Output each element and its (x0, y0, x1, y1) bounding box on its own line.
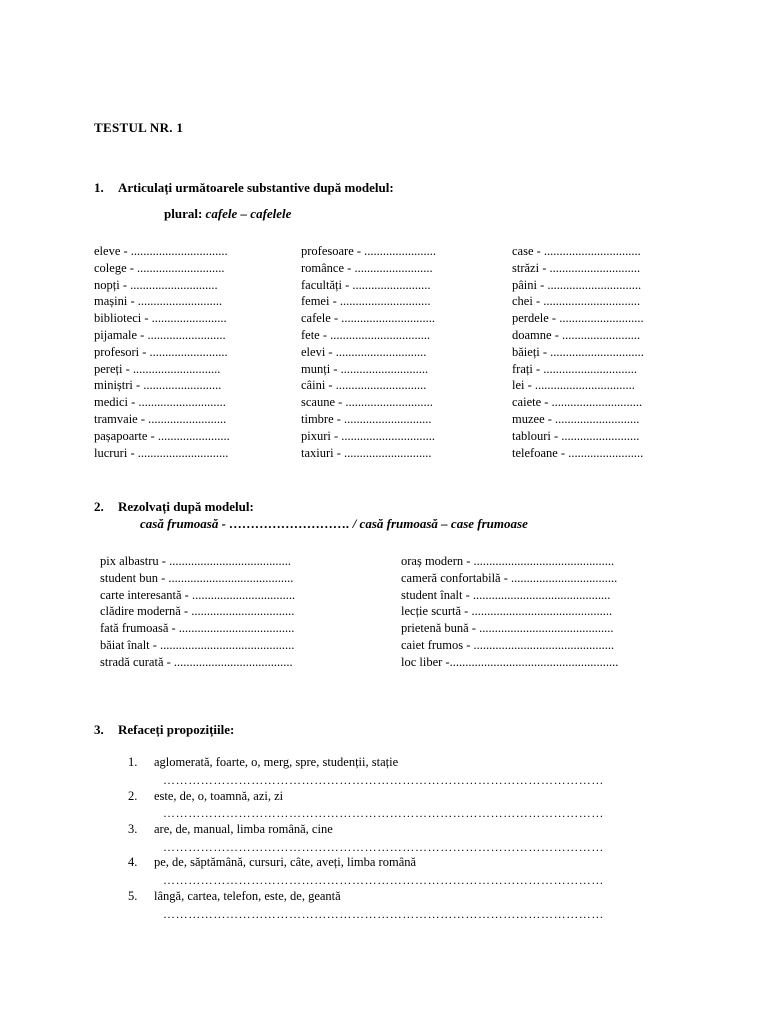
list-item: fete - ................................ (301, 327, 431, 342)
list-item: pâini - .............................. (512, 277, 642, 292)
list-item: case - ............................... (512, 244, 641, 258)
list-item: femei - ............................. (301, 294, 431, 309)
sentence-number: 3. (128, 822, 138, 836)
list-item: colege - ............................ (94, 260, 225, 275)
section2-column-left (100, 553, 295, 671)
list-item: lei - ................................ (512, 378, 635, 393)
answer-line[interactable]: …………………………………………………………………………………………… (163, 907, 604, 921)
sentence-item-3 (128, 822, 333, 837)
sentence-words: pe, de, săptămână, cursuri, câte, aveți, limba română (154, 855, 417, 869)
list-item: loc liber -...................................................... (401, 654, 619, 669)
list-item: lecție scurtă - ............................................. (401, 604, 613, 619)
sentence-item-5 (128, 889, 341, 904)
sentence-item-4 (128, 855, 416, 870)
section2-number: 2. (94, 499, 104, 514)
list-item: fată frumoasă - ..................................... (100, 621, 295, 636)
sentence-number: 1. (128, 755, 138, 769)
list-item: stradă curată - ...................................... (100, 654, 293, 669)
section1-model-example: cafele – cafelele (205, 206, 292, 221)
section3-heading-text: Refaceți propozițiile: (118, 722, 235, 737)
sentence-words: aglomerată, foarte, o, merg, spre, studenții, stație (154, 755, 399, 769)
list-item: caiete - ............................. (512, 395, 643, 410)
list-item: student bun - ........................................ (100, 570, 294, 585)
list-item: medici - ............................ (94, 395, 226, 410)
list-item: student înalt - ............................................ (401, 587, 611, 602)
list-item: miniștri - ......................... (94, 378, 222, 393)
list-item: lucruri - ............................. (94, 445, 229, 460)
sentence-number: 2. (128, 789, 138, 803)
section2-heading-text: Rezolvați după modelul: (118, 499, 254, 514)
list-item: profesoare - ....................... (301, 244, 437, 258)
list-item: băieți - .............................. (512, 344, 644, 359)
section1-column-2 (301, 243, 436, 461)
sentence-words: este, de, o, toamnă, azi, zi (154, 789, 284, 803)
section3-heading (94, 722, 234, 738)
list-item: profesori - ......................... (94, 344, 228, 359)
list-item: biblioteci - ........................ (94, 311, 227, 326)
list-item: nopți - ............................ (94, 277, 218, 292)
list-item: elevi - ............................. (301, 344, 427, 359)
section1-column-1 (94, 243, 230, 461)
list-item: străzi - ............................. (512, 260, 641, 275)
sentence-words: are, de, manual, limba română, cine (154, 822, 333, 836)
section1-model-prefix: plural: (164, 206, 203, 221)
list-item: timbre - ............................ (301, 411, 432, 426)
sentence-item-1 (128, 755, 398, 770)
sentence-words: lângă, cartea, telefon, este, de, geantă (154, 889, 341, 903)
list-item: muzee - ........................... (512, 411, 640, 426)
list-item: carte interesantă - ................................. (100, 587, 296, 602)
list-item: cafele - .............................. (301, 311, 435, 326)
answer-line[interactable]: …………………………………………………………………………………………… (163, 873, 604, 887)
section1-heading-text: Articulați următoarele substantive după modelul: (118, 180, 394, 195)
list-item: tramvaie - ......................... (94, 411, 227, 426)
section1-model (164, 206, 291, 222)
list-item: pereți - ............................ (94, 361, 221, 376)
list-item: tablouri - ......................... (512, 428, 640, 443)
list-item: băiat înalt - ........................................... (100, 637, 295, 652)
list-item: pijamale - ......................... (94, 327, 226, 342)
section1-column-3 (512, 243, 644, 461)
list-item: facultăți - ......................... (301, 277, 431, 292)
sentence-number: 5. (128, 889, 138, 903)
list-item: frați - .............................. (512, 361, 637, 376)
section1-number: 1. (94, 180, 104, 195)
section2-heading (94, 499, 254, 515)
list-item: pixuri - .............................. (301, 428, 436, 443)
list-item: cameră confortabilă - .................................. (401, 570, 618, 585)
sentence-number: 4. (128, 855, 138, 869)
list-item: pix albastru - ....................................... (100, 554, 291, 568)
list-item: chei - ............................... (512, 294, 641, 309)
list-item: doamne - ......................... (512, 327, 641, 342)
list-item: prietenă bună - ........................................... (401, 621, 614, 636)
list-item: eleve - ............................... (94, 244, 228, 258)
list-item: oraș modern - ............................................. (401, 554, 615, 568)
section1-heading (94, 180, 394, 196)
section2-model: casă frumoasă - ………………………. / casă frumoasă – case frumoase (140, 516, 528, 531)
answer-line[interactable]: …………………………………………………………………………………………… (163, 840, 604, 854)
page-title: TESTUL NR. 1 (94, 120, 184, 135)
list-item: mașini - ........................... (94, 294, 223, 309)
sentence-item-2 (128, 789, 283, 804)
list-item: pașapoarte - ....................... (94, 428, 230, 443)
list-item: câini - ............................. (301, 378, 427, 393)
list-item: taxiuri - ............................ (301, 445, 432, 460)
list-item: scaune - ............................ (301, 395, 433, 410)
list-item: caiet frumos - ............................................. (401, 637, 615, 652)
section2-column-right (401, 553, 618, 671)
list-item: românce - ......................... (301, 260, 433, 275)
list-item: munți - ............................ (301, 361, 429, 376)
list-item: clădire modernă - ................................. (100, 604, 295, 619)
answer-line[interactable]: …………………………………………………………………………………………… (163, 806, 604, 820)
answer-line[interactable]: …………………………………………………………………………………………… (163, 773, 604, 787)
list-item: perdele - ........................... (512, 311, 644, 326)
list-item: telefoane - ........................ (512, 445, 644, 460)
section3-number: 3. (94, 722, 104, 737)
